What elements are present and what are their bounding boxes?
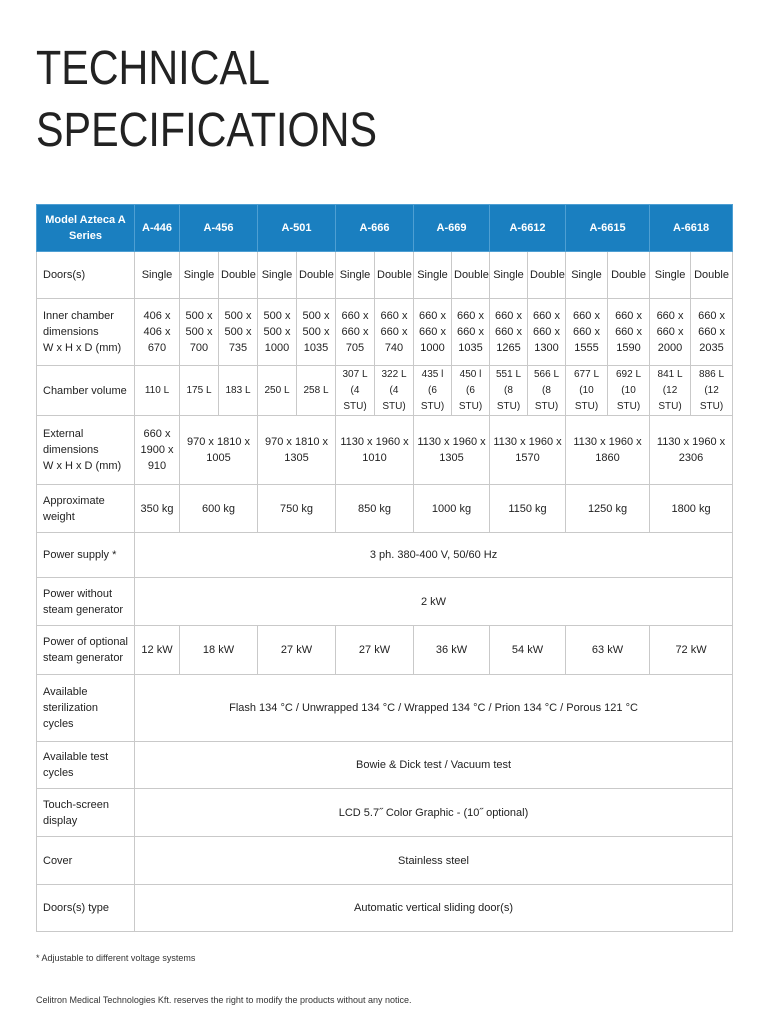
table-cell: Single — [566, 252, 608, 299]
table-cell: 2 kW — [135, 578, 733, 626]
row-label: Cover — [37, 837, 135, 885]
row-label: Doors(s) — [37, 252, 135, 299]
table-cell: 660 x 660 x 1265 — [490, 299, 528, 366]
table-cell: LCD 5.7˝ Color Graphic - (10˝ optional) — [135, 789, 733, 837]
table-cell: 1130 x 1960 x 2306 — [650, 416, 733, 485]
legal-disclaimer: Celitron Medical Technologies Kft. reserves the right to modify the products without any notice. — [36, 995, 412, 1005]
table-cell: Automatic vertical sliding door(s) — [135, 885, 733, 932]
table-cell: 1130 x 1960 x 1305 — [414, 416, 490, 485]
footnote: * Adjustable to different voltage systems — [36, 953, 196, 963]
table-cell: Single — [650, 252, 691, 299]
table-cell: 500 x 500 x 1000 — [258, 299, 297, 366]
table-cell: 600 kg — [180, 485, 258, 533]
table-cell: 350 kg — [135, 485, 180, 533]
table-cell: 1130 x 1960 x 1010 — [336, 416, 414, 485]
table-cell: 660 x 660 x 2035 — [691, 299, 733, 366]
table-cell: 660 x 1900 x 910 — [135, 416, 180, 485]
specifications-table — [36, 204, 733, 932]
table-cell: 322 L (4 STU) — [375, 366, 414, 416]
table-cell: 27 kW — [258, 626, 336, 675]
header-model: A-501 — [258, 205, 336, 252]
table-cell: 660 x 660 x 1035 — [452, 299, 490, 366]
page-title — [36, 38, 377, 162]
table-cell: Double — [219, 252, 258, 299]
table-cell: 1130 x 1960 x 1570 — [490, 416, 566, 485]
table-row-door-type — [37, 885, 733, 932]
table-cell: 841 L (12 STU) — [650, 366, 691, 416]
table-cell: 175 L — [180, 366, 219, 416]
table-cell: 3 ph. 380-400 V, 50/60 Hz — [135, 533, 733, 578]
table-cell: 500 x 500 x 735 — [219, 299, 258, 366]
table-cell: 677 L (10 STU) — [566, 366, 608, 416]
row-label: Approximate weight — [37, 485, 135, 533]
table-cell: 660 x 660 x 2000 — [650, 299, 691, 366]
table-cell: 63 kW — [566, 626, 650, 675]
table-cell: Double — [452, 252, 490, 299]
table-cell: 1800 kg — [650, 485, 733, 533]
table-row-external-dimensions — [37, 416, 733, 485]
table-cell: Single — [258, 252, 297, 299]
row-label: Doors(s) type — [37, 885, 135, 932]
row-label: Touch-screen display — [37, 789, 135, 837]
table-cell: 258 L — [297, 366, 336, 416]
row-label: Available test cycles — [37, 742, 135, 789]
header-model-series: Model Azteca A Series — [37, 205, 135, 252]
table-cell: 750 kg — [258, 485, 336, 533]
table-cell: 1250 kg — [566, 485, 650, 533]
header-model: A-6618 — [650, 205, 733, 252]
table-cell: Flash 134 °C / Unwrapped 134 °C / Wrapped 134 °C / Prion 134 °C / Porous 121 °C — [135, 675, 733, 742]
table-cell: 660 x 660 x 740 — [375, 299, 414, 366]
table-cell: 500 x 500 x 1035 — [297, 299, 336, 366]
table-cell: 660 x 660 x 1300 — [528, 299, 566, 366]
table-cell: Single — [135, 252, 180, 299]
table-cell: 250 L — [258, 366, 297, 416]
header-model: A-6615 — [566, 205, 650, 252]
table-row-doors — [37, 252, 733, 299]
table-cell: 1130 x 1960 x 1860 — [566, 416, 650, 485]
title-line-2: SPECIFICATIONS — [36, 104, 377, 157]
header-model: A-6612 — [490, 205, 566, 252]
row-label: Power without steam generator — [37, 578, 135, 626]
table-row-power-without-steam — [37, 578, 733, 626]
table-cell: Double — [691, 252, 733, 299]
table-cell: 551 L (8 STU) — [490, 366, 528, 416]
table-cell: 307 L (4 STU) — [336, 366, 375, 416]
table-row-display — [37, 789, 733, 837]
table-cell: 1150 kg — [490, 485, 566, 533]
table-row-test-cycles — [37, 742, 733, 789]
table-cell: 12 kW — [135, 626, 180, 675]
table-cell: 1000 kg — [414, 485, 490, 533]
header-model: A-446 — [135, 205, 180, 252]
table-cell: 886 L (12 STU) — [691, 366, 733, 416]
table-cell: Single — [180, 252, 219, 299]
table-cell: 36 kW — [414, 626, 490, 675]
title-line-1: TECHNICAL — [36, 42, 270, 95]
header-model: A-666 — [336, 205, 414, 252]
table-cell: Bowie & Dick test / Vacuum test — [135, 742, 733, 789]
table-cell: 500 x 500 x 700 — [180, 299, 219, 366]
table-row-cover — [37, 837, 733, 885]
table-cell: 970 x 1810 x 1305 — [258, 416, 336, 485]
table-cell: 110 L — [135, 366, 180, 416]
table-header-row — [37, 205, 733, 252]
table-cell: 850 kg — [336, 485, 414, 533]
table-cell: 435 l (6 STU) — [414, 366, 452, 416]
table-cell: 660 x 660 x 1555 — [566, 299, 608, 366]
table-cell: 54 kW — [490, 626, 566, 675]
table-cell: 660 x 660 x 705 — [336, 299, 375, 366]
table-cell: 660 x 660 x 1590 — [608, 299, 650, 366]
row-label: Available sterilization cycles — [37, 675, 135, 742]
table-row-sterilization-cycles — [37, 675, 733, 742]
table-row-power-optional-steam — [37, 626, 733, 675]
table-cell: Single — [490, 252, 528, 299]
row-label: Chamber volume — [37, 366, 135, 416]
table-cell: 692 L (10 STU) — [608, 366, 650, 416]
table-cell: 72 kW — [650, 626, 733, 675]
table-cell: Stainless steel — [135, 837, 733, 885]
row-label: Power supply * — [37, 533, 135, 578]
table-cell: Double — [297, 252, 336, 299]
table-cell: 450 l (6 STU) — [452, 366, 490, 416]
table-row-power-supply — [37, 533, 733, 578]
header-model: A-456 — [180, 205, 258, 252]
table-cell: 27 kW — [336, 626, 414, 675]
table-cell: 18 kW — [180, 626, 258, 675]
table-cell: Double — [528, 252, 566, 299]
table-cell: Double — [375, 252, 414, 299]
table-row-inner-chamber — [37, 299, 733, 366]
table-row-weight — [37, 485, 733, 533]
table-cell: Single — [414, 252, 452, 299]
table-cell: 566 L (8 STU) — [528, 366, 566, 416]
row-label: External dimensions W x H x D (mm) — [37, 416, 135, 485]
table-cell: Single — [336, 252, 375, 299]
table-row-chamber-volume — [37, 366, 733, 416]
table-cell: 406 x 406 x 670 — [135, 299, 180, 366]
table-cell: 183 L — [219, 366, 258, 416]
row-label: Inner chamber dimensions W x H x D (mm) — [37, 299, 135, 366]
row-label: Power of optional steam generator — [37, 626, 135, 675]
table-cell: 660 x 660 x 1000 — [414, 299, 452, 366]
header-model: A-669 — [414, 205, 490, 252]
table-cell: Double — [608, 252, 650, 299]
table-cell: 970 x 1810 x 1005 — [180, 416, 258, 485]
